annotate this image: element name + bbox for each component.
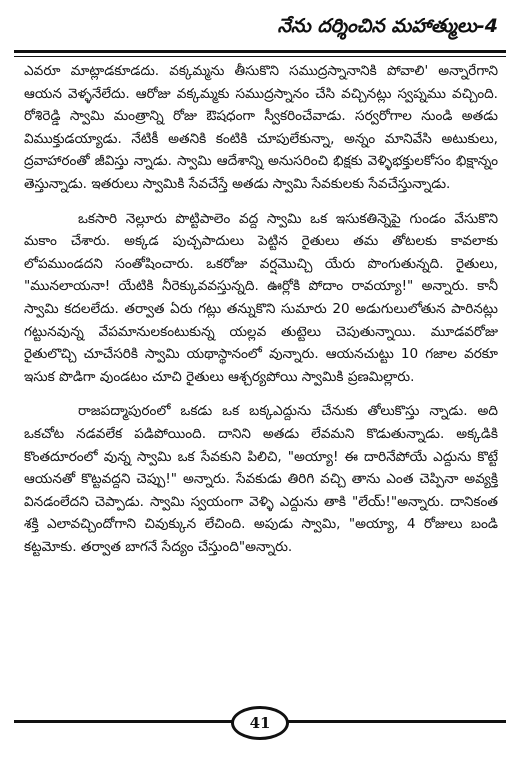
- header-rule-thick: [14, 50, 506, 53]
- running-title: నేను దర్శించిన మహాత్ములు-4: [277, 15, 498, 37]
- header-rule-thin: [14, 56, 506, 57]
- paragraph-3: రాజపద్మాపురంలో ఒకడు ఒక బక్కఎద్దును చేనుకు తోలుకొస్తు న్నాడు. అది ఒకచోట నడవలేక పడిపోయింది. దానిని అతడు లేవమని కొడుతున్నాడు. అక్కడికి కొంతదూరంలో వున్న స్వామి ఒక సేవకుని పిలిచి, "అయ్యా! ఈ దారినేపోయే ఎద్దును కొట్టే ఆయనతో కొట్టవద్దని చెప్పు!" అన్నారు. సేవకుడు తిరిగి వచ్చి తాను ఎంత చెప్పినా అవ్యక్తి వినడంలేదని చెప్పాడు. స్వామి స్వయంగా వెళ్ళి ఎద్దును తాకి "లేయ్!"అన్నారు. దానికంత శక్తి ఎలావచ్చిందోగాని చివుక్కున లేచింది. అపుడు స్వామి, "అయ్యా, 4 రోజులు బండి కట్టమోకు. తర్వాత బాగనే సేద్యం చేస్తుంది"అన్నారు.: [24, 403, 498, 555]
- paragraph-2: ఒకసారి నెల్లూరు పొట్టిపాలెం వద్ద స్వామి ఒక ఇసుకతిన్నెపై గుండం వేసుకొని మకాం చేశారు. అక్కడ పుచ్చపాదులు పెట్టిన రైతులు తమ తోటలకు కావలాకు లోపముండదని సంతోషించారు. ఒకరోజు వర్షమొచ్చి యేరు పొంగుతున్నది. రైతులు, "మునలాయనా! యేటికి నీరెక్కువవస్తున్నది. ఊర్లోకి పోదాం రావయ్యా!" అన్నారు. కానీ స్వామి కదలలేదు. తర్వాత ఏరు గట్లు తన్నుకొని సుమారు 20 అడుగులులోతున పారినట్లు గట్టునవున్న వేపమానులకంటుకున్న యల్లవ తుట్టెలు చెపుతున్నాయి. మూడవరోజు రైతులొచ్చి చూచేసరికి స్వామి యథాస్థానంలో వున్నారు. ఆయనచుట్టు 10 గజాల వరకూ ఇసుక పొడిగా వుండటం చూచి రైతులు ఆశ్చర్యపోయి స్వామికి ప్రణమిల్లారు.: [24, 210, 498, 385]
- paragraph-1: ఎవరూ మాట్లాడకూడదు. వక్కమ్మను తీసుకొని సముద్రస్నానానికి పోవాలి' అన్నారేగాని ఆయన వెళ్ళనేలేదు. ఆరోజు వక్కమ్మకు సముద్రస్నానం చేసి వచ్చినట్లు స్వప్నము వచ్చింది. రోశిరెడ్డి స్వామి మంత్రాన్ని రోజు ఔషధంగా స్వీకరించేవాడు. సర్వరోగాల నుండి అతడు విముక్తుడయ్యాడు. నేటికీ అతనికి కంటికి చూపులేకున్నా, అన్నం మానివేసి అటుకులు, ద్రవాహారంతో జీవిస్తు న్నాడు. స్వామి ఆదేశాన్ని అనుసరించి భిక్షకు వెళ్ళిభక్తులకోసం భిక్షాన్నం తెస్తున్నాడు. ఇతరులు స్వామికి సేవచేస్తే అతడు స్వామి సేవకులకు సేవచేస్తున్నాడు.: [24, 63, 498, 192]
- page-number-badge: [231, 706, 289, 740]
- page-header: [0, 10, 520, 50]
- body-text: [24, 60, 498, 570]
- page-footer: [0, 706, 520, 746]
- page-number: 41: [249, 714, 271, 732]
